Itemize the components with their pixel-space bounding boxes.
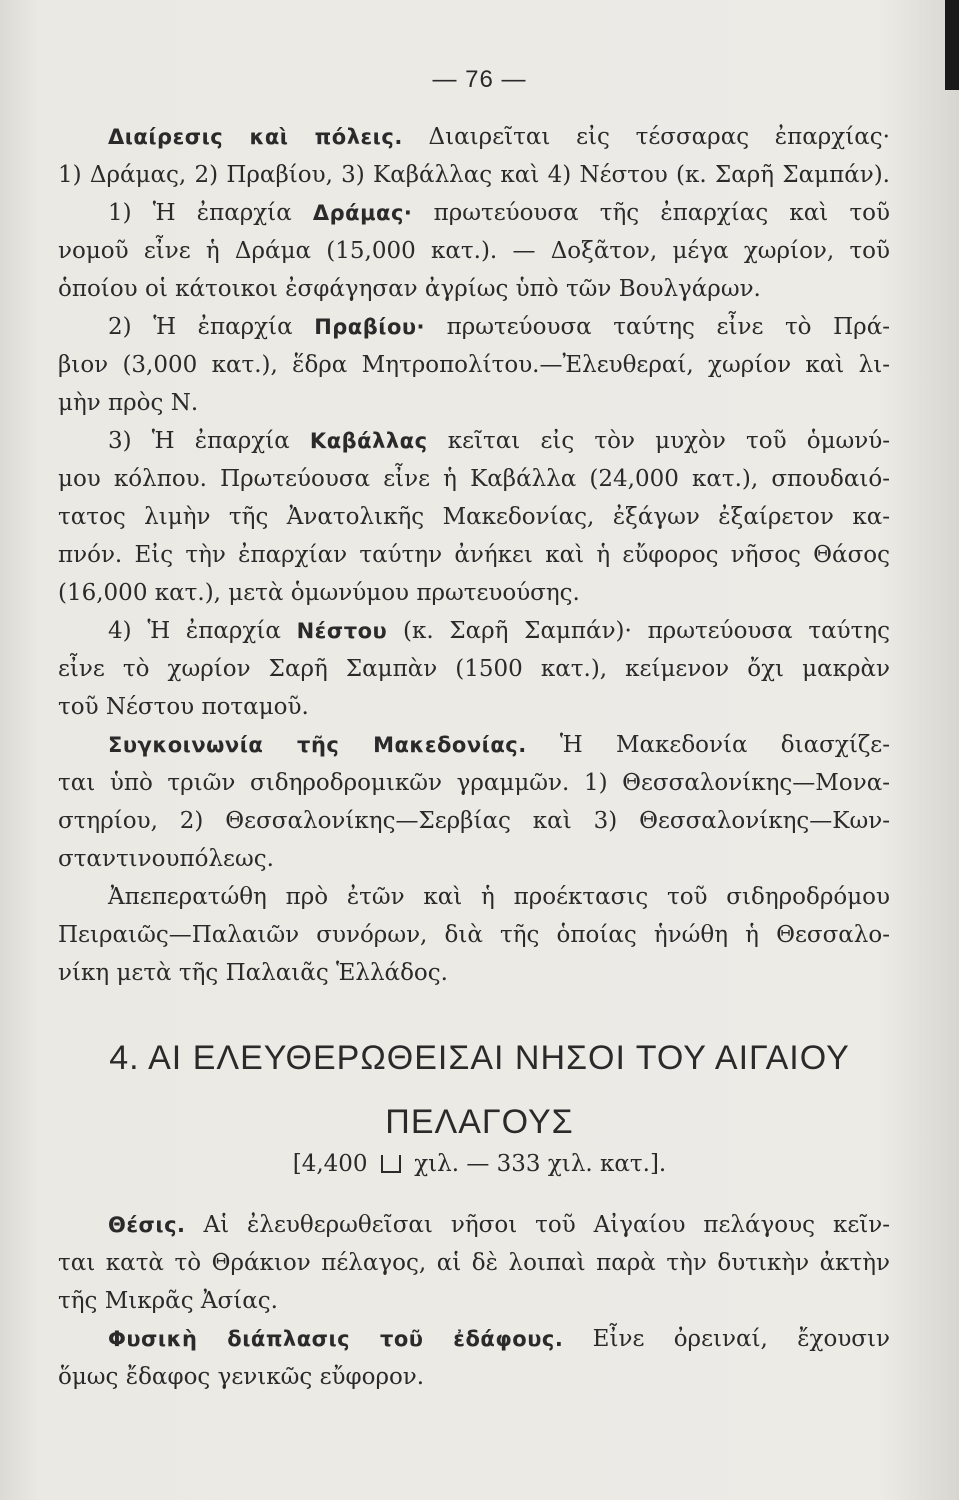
text-line <box>58 954 890 992</box>
text-line <box>58 498 890 536</box>
chapter-title-line-2: ΠΕΛΑΓΟΥΣ <box>385 1103 574 1141</box>
line-prefix: 4) Ἡ ἐπαρχία <box>108 618 297 644</box>
line-text: πρωτεύουσα ταύτης εἶνε τὸ Πρά- <box>425 314 890 340</box>
line-text: ὅμως ἔδαφος γενικῶς εὔφορον. <box>58 1364 425 1390</box>
line-text: τῆς Μικρᾶς Ἀσίας. <box>58 1288 278 1314</box>
text-line <box>58 878 890 916</box>
chapter-subtitle <box>0 1146 959 1182</box>
line-text: βιον (3,000 κατ.), ἕδρα Μητροπολίτου.—Ἐλευθεραί, χωρίον καὶ λι- <box>58 352 890 378</box>
text-line <box>58 346 890 384</box>
line-text: Πειραιῶς—Παλαιῶν συνόρων, διὰ τῆς ὁποίας ἡνώθη ἡ Θεσσαλο- <box>58 922 890 948</box>
line-text: Διαιρεῖται εἰς τέσσαρας ἐπαρχίας· <box>402 124 890 150</box>
text-line <box>58 1282 890 1320</box>
text-line <box>58 384 890 422</box>
line-text: Ἡ Μακεδονία διασχίζε- <box>526 732 890 758</box>
line-text: μου κόλπου. Πρωτεύουσα εἶνε ἡ Καβάλλα (24,000 κατ.), σπουδαιό- <box>58 466 890 492</box>
text-line <box>58 840 890 878</box>
text-line <box>58 270 890 308</box>
text-line <box>58 574 890 612</box>
line-text: τατος λιμὴν τῆς Ἀνατολικῆς Μακεδονίας, ἐξάγων ἐξαίρετον κα- <box>58 504 890 530</box>
text-line <box>58 916 890 954</box>
text-line <box>58 650 890 688</box>
section-heading: Νέστου <box>296 619 388 643</box>
text-line <box>58 726 890 764</box>
line-text: σταντινουπόλεως. <box>58 846 274 872</box>
line-text: στηρίου, 2) Θεσσαλονίκης—Σερβίας καὶ 3) Θεσσαλονίκης—Κων- <box>58 808 890 834</box>
line-text: νομοῦ εἶνε ἡ Δράμα (15,000 κατ.). — Δοξᾶτον, μέγα χωρίον, τοῦ <box>58 238 890 264</box>
text-line <box>58 460 890 498</box>
text-line <box>58 1244 890 1282</box>
chapter-area: [4,400 <box>292 1151 368 1177</box>
line-text: ται κατὰ τὸ Θράκιον πέλαγος, αἱ δὲ λοιπαὶ παρὰ τὴν δυτικὴν ἀκτὴν <box>58 1250 890 1276</box>
body-text-top <box>58 118 890 992</box>
line-text: κεῖται εἰς τὸν μυχὸν τοῦ ὁμωνύ- <box>427 428 890 454</box>
line-prefix: 3) Ἡ ἐπαρχία <box>108 428 310 454</box>
line-text: ὁποίου οἱ κάτοικοι ἐσφάγησαν ἀγρίως ὑπὸ τῶν Βουλγάρων. <box>58 276 761 302</box>
section-heading: Φυσικὴ διάπλασις τοῦ ἐδάφους. <box>108 1327 564 1351</box>
line-text: πρωτεύουσα τῆς ἐπαρχίας καὶ τοῦ <box>412 200 890 226</box>
line-prefix: 1) Ἡ ἐπαρχία <box>108 200 313 226</box>
section-heading: Συγκοινωνία τῆς Μακεδονίας. <box>108 733 527 757</box>
section-heading: Καβάλλας <box>309 429 428 453</box>
page-number: — 76 — <box>432 66 527 93</box>
line-text: πνόν. Εἰς τὴν ἐπαρχίαν ταύτην ἀνήκει καὶ ἡ εὔφορος νῆσος Θάσος <box>58 542 890 568</box>
text-line <box>58 1206 890 1244</box>
chapter-population: χιλ. — 333 χιλ. κατ.]. <box>414 1151 667 1177</box>
text-line <box>58 194 890 232</box>
body-text-bottom <box>58 1206 890 1396</box>
text-line <box>58 232 890 270</box>
text-line <box>58 802 890 840</box>
text-line <box>58 1358 890 1396</box>
text-line <box>58 156 890 194</box>
square-unit-icon <box>381 1155 401 1173</box>
line-text: Ἀπεπερατώθη πρὸ ἐτῶν καὶ ἡ προέκτασις τοῦ σιδηροδρόμου <box>108 884 890 910</box>
line-text: Εἶνε ὀρειναί, ἔχουσιν <box>563 1326 890 1352</box>
text-line <box>58 764 890 802</box>
text-line <box>58 688 890 726</box>
section-heading: Πραβίου· <box>314 315 426 339</box>
text-line <box>58 612 890 650</box>
line-text: (16,000 κατ.), μετὰ ὁμωνύμου πρωτευούσης. <box>58 580 580 606</box>
line-text: 1) Δράμας, 2) Πραβίου, 3) Καβάλλας καὶ 4) Νέστου (κ. Σαρῆ Σαμπάν). <box>58 162 890 188</box>
section-heading: Δράμας· <box>312 201 413 225</box>
section-heading: Θέσις. <box>108 1213 186 1237</box>
line-text: νίκη μετὰ τῆς Παλαιᾶς Ἑλλάδος. <box>58 960 448 986</box>
line-text: Αἱ ἐλευθερωθεῖσαι νῆσοι τοῦ Αἰγαίου πελάγους κεῖν- <box>185 1212 890 1238</box>
line-text: (κ. Σαρῆ Σαμπάν)· πρωτεύουσα ταύτης <box>387 618 890 644</box>
chapter-title <box>0 1036 959 1144</box>
text-line <box>58 118 890 156</box>
chapter-title-line-1: 4. ΑΙ ΕΛΕΥΘΕΡΩΘΕΙΣΑΙ ΝΗΣΟΙ ΤΟΥ ΑΙΓΑΙΟΥ <box>109 1039 850 1077</box>
line-text: ται ὑπὸ τριῶν σιδηροδρομικῶν γραμμῶν. 1) Θεσσαλονίκης—Μονα- <box>58 770 890 796</box>
text-line <box>58 308 890 346</box>
text-line <box>58 536 890 574</box>
text-line <box>58 1320 890 1358</box>
text-line <box>58 422 890 460</box>
line-text: τοῦ Νέστου ποταμοῦ. <box>58 694 309 720</box>
section-heading: Διαίρεσις καὶ πόλεις. <box>108 125 403 149</box>
line-text: μὴν πρὸς Ν. <box>58 390 199 416</box>
line-prefix: 2) Ἡ ἐπαρχία <box>108 314 315 340</box>
line-text: εἶνε τὸ χωρίον Σαρῆ Σαμπὰν (1500 κατ.), κείμενον ὄχι μακρὰν <box>58 656 890 682</box>
